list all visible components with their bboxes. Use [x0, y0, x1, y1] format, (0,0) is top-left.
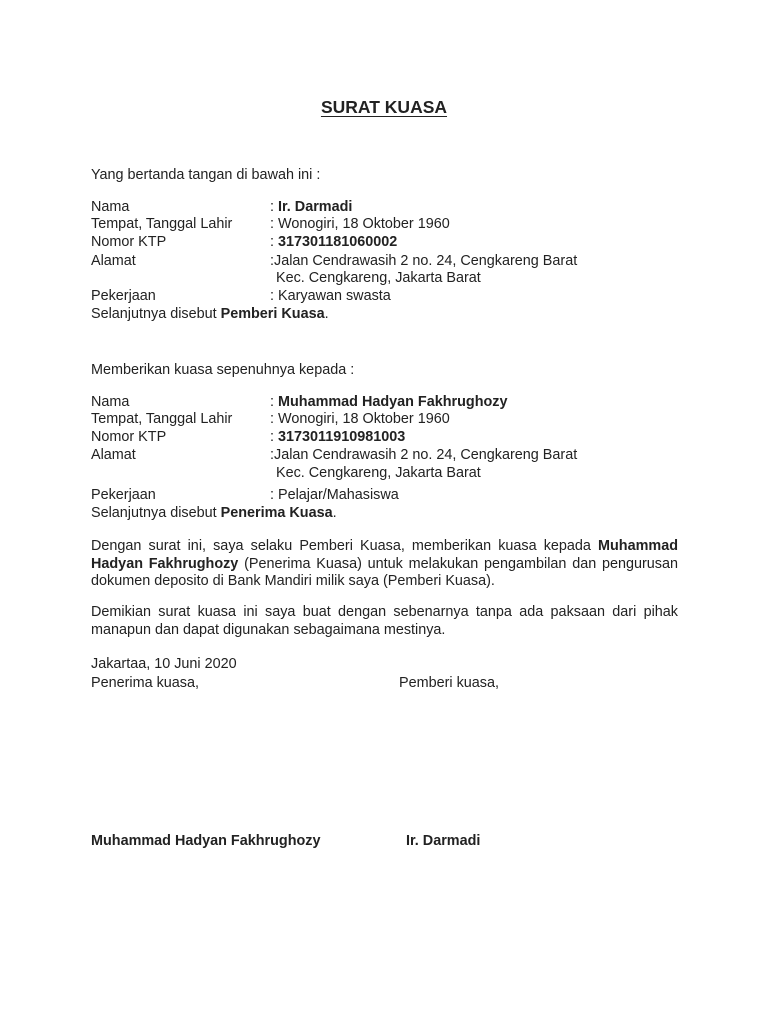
- signature-right-label: Pemberi kuasa,: [399, 675, 499, 691]
- receiver-job-value: : Pelajar/Mahasiswa: [270, 487, 399, 503]
- giver-address-label: Alamat: [91, 253, 136, 269]
- giver-referred-suffix: .: [324, 306, 329, 322]
- giver-ktp-label: Nomor KTP: [91, 234, 167, 250]
- receiver-ktp-colon: :: [270, 429, 278, 445]
- giver-referred-role: Pemberi Kuasa: [220, 306, 325, 322]
- receiver-ttl-label: Tempat, Tanggal Lahir: [91, 411, 233, 427]
- authorization-paragraph: [91, 538, 678, 591]
- receiver-name-value: Muhammad Hadyan Fakhrughozy: [278, 394, 508, 410]
- giver-address-line2: Kec. Cengkareng, Jakarta Barat: [276, 270, 481, 286]
- closing-paragraph: Demikian surat kuasa ini saya buat dengan sebenarnya tanpa ada paksaan dari pihak manapun dan dapat digunakan sebagaimana mestinya.: [91, 604, 678, 638]
- giver-name-label: Nama: [91, 199, 130, 215]
- giver-ktp-field: [270, 234, 397, 252]
- giver-ttl-label: Tempat, Tanggal Lahir: [91, 216, 233, 232]
- giver-referred-line: [91, 306, 329, 324]
- receiver-ttl-value: : Wonogiri, 18 Oktober 1960: [270, 411, 450, 427]
- intro-text: Yang bertanda tangan di bawah ini :: [91, 167, 321, 183]
- giver-name-colon: :: [270, 199, 278, 215]
- receiver-name-colon: :: [270, 394, 278, 410]
- receiver-address-line1: :Jalan Cendrawasih 2 no. 24, Cengkareng Barat: [270, 447, 578, 463]
- receiver-ktp-field: [270, 429, 405, 447]
- receiver-address-label: Alamat: [91, 447, 136, 463]
- grant-intro-text: Memberikan kuasa sepenuhnya kepada :: [91, 362, 355, 378]
- receiver-name-field: [270, 394, 507, 412]
- giver-ktp-colon: :: [270, 234, 278, 250]
- giver-job-value: : Karyawan swasta: [270, 288, 391, 304]
- receiver-referred-suffix: .: [332, 505, 337, 521]
- giver-address-line1: :Jalan Cendrawasih 2 no. 24, Cengkareng Barat: [270, 253, 578, 269]
- place-date: Jakartaa, 10 Juni 2020: [91, 656, 237, 672]
- receiver-ktp-value: 3173011910981003: [278, 429, 406, 445]
- receiver-name-label: Nama: [91, 394, 130, 410]
- giver-name-value: Ir. Darmadi: [278, 199, 353, 215]
- authorization-part2: (Penerima Kuasa) untuk melakukan pengambilan dan pengurusan dokumen deposito di Bank Mandiri milik saya (Pemberi Kuasa).: [91, 555, 679, 590]
- receiver-referred-prefix: Selanjutnya disebut: [91, 505, 221, 521]
- signature-right-name: Ir. Darmadi: [406, 833, 481, 849]
- receiver-address-line2: Kec. Cengkareng, Jakarta Barat: [276, 465, 481, 481]
- receiver-ktp-label: Nomor KTP: [91, 429, 167, 445]
- authorization-name: Muhammad Hadyan Fakhrughozy: [91, 538, 678, 572]
- receiver-referred-role: Penerima Kuasa: [220, 505, 333, 521]
- giver-ttl-value: : Wonogiri, 18 Oktober 1960: [270, 216, 450, 232]
- document-title: SURAT KUASA: [320, 97, 448, 117]
- giver-ktp-value: 317301181060002: [278, 234, 398, 250]
- signature-left-label: Penerima kuasa,: [91, 675, 199, 691]
- signature-left-name: Muhammad Hadyan Fakhrughozy: [91, 833, 321, 849]
- giver-job-label: Pekerjaan: [91, 288, 156, 304]
- authorization-part1: Dengan surat ini, saya selaku Pemberi Kuasa, memberikan kuasa kepada: [91, 538, 599, 554]
- giver-name-field: [270, 199, 352, 217]
- receiver-referred-line: [91, 505, 337, 523]
- giver-referred-prefix: Selanjutnya disebut: [91, 306, 221, 322]
- receiver-job-label: Pekerjaan: [91, 487, 156, 503]
